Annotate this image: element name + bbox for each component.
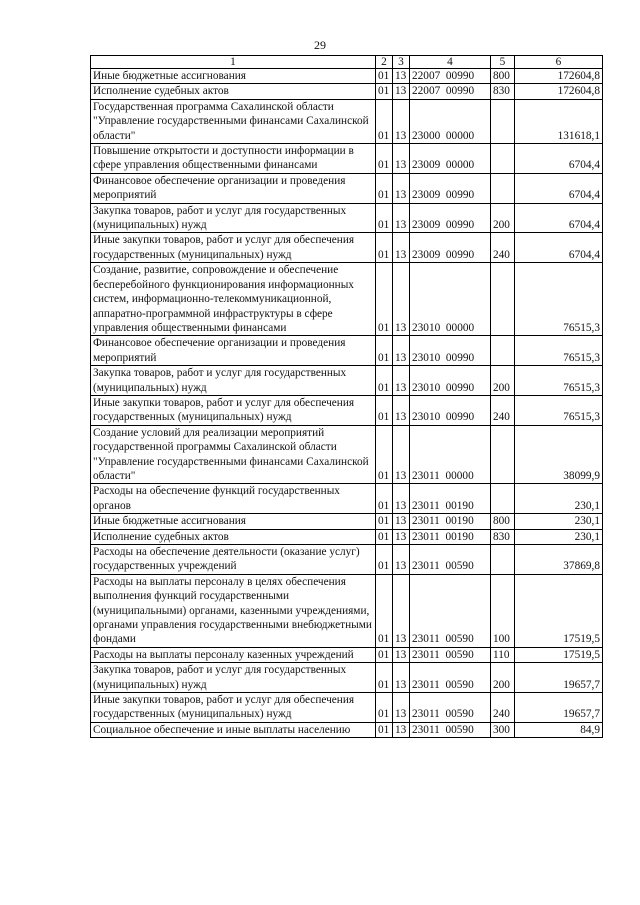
- table-row: [91, 336, 603, 366]
- target-article-code: 22007 00990: [410, 84, 491, 99]
- subsection-code: 13: [393, 484, 410, 514]
- section-code: 01: [376, 574, 393, 647]
- target-article-code: 23009 00000: [410, 144, 491, 174]
- subsection-code: 13: [393, 263, 410, 336]
- subsection-code: 13: [393, 173, 410, 203]
- item-name: Государственная программа Сахалинской области "Управление государственными финансами Сахалинской области": [91, 99, 376, 143]
- amount: 76515,3: [515, 366, 603, 396]
- target-article-code: 23009 00990: [410, 233, 491, 263]
- amount: 6704,4: [515, 144, 603, 174]
- target-article-code: 23011 00590: [410, 545, 491, 575]
- expense-type-code: 830: [491, 529, 515, 544]
- target-article-code: 22007 00990: [410, 69, 491, 84]
- amount: 230,1: [515, 514, 603, 529]
- header-col-3: 3: [393, 56, 410, 69]
- target-article-code: 23011 00190: [410, 529, 491, 544]
- expense-type-code: [491, 336, 515, 366]
- amount: 37869,8: [515, 545, 603, 575]
- expense-type-code: 800: [491, 69, 515, 84]
- table-row: [91, 233, 603, 263]
- expense-type-code: [491, 173, 515, 203]
- amount: 76515,3: [515, 263, 603, 336]
- section-code: 01: [376, 203, 393, 233]
- item-name: Расходы на выплаты персоналу в целях обеспечения выполнения функций государственными (муниципальными) органами, казенными учреждениями, органами управления государственными внебюджетными фондами: [91, 574, 376, 647]
- header-col-1: 1: [91, 56, 376, 69]
- table-header-row: [91, 56, 603, 69]
- subsection-code: 13: [393, 233, 410, 263]
- expense-type-code: 300: [491, 722, 515, 737]
- expense-type-code: 200: [491, 366, 515, 396]
- amount: 230,1: [515, 529, 603, 544]
- item-name: Расходы на обеспечение функций государственных органов: [91, 484, 376, 514]
- item-name: Иные бюджетные ассигнования: [91, 69, 376, 84]
- item-name: Исполнение судебных актов: [91, 529, 376, 544]
- target-article-code: 23011 00190: [410, 514, 491, 529]
- item-name: Создание условий для реализации мероприятий государственной программы Сахалинской области "Управление государственными финансами Сахалинской области": [91, 425, 376, 484]
- item-name: Закупка товаров, работ и услуг для государственных (муниципальных) нужд: [91, 366, 376, 396]
- amount: 17519,5: [515, 647, 603, 662]
- section-code: 01: [376, 663, 393, 693]
- target-article-code: 23011 00590: [410, 722, 491, 737]
- item-name: Расходы на обеспечение деятельности (оказание услуг) государственных учреждений: [91, 545, 376, 575]
- section-code: 01: [376, 545, 393, 575]
- table-row: [91, 203, 603, 233]
- table-row: [91, 69, 603, 84]
- target-article-code: 23011 00590: [410, 693, 491, 723]
- table-row: [91, 693, 603, 723]
- item-name: Повышение открытости и доступности информации в сфере управления общественными финансами: [91, 144, 376, 174]
- section-code: 01: [376, 84, 393, 99]
- table-row: [91, 263, 603, 336]
- amount: 230,1: [515, 484, 603, 514]
- section-code: 01: [376, 722, 393, 737]
- expense-type-code: [491, 263, 515, 336]
- item-name: Финансовое обеспечение организации и проведения мероприятий: [91, 336, 376, 366]
- table-row: [91, 484, 603, 514]
- section-code: 01: [376, 99, 393, 143]
- table-row: [91, 514, 603, 529]
- expense-type-code: 830: [491, 84, 515, 99]
- amount: 172604,8: [515, 84, 603, 99]
- table-body: [91, 69, 603, 738]
- target-article-code: 23010 00000: [410, 263, 491, 336]
- section-code: 01: [376, 173, 393, 203]
- item-name: Иные закупки товаров, работ и услуг для обеспечения государственных (муниципальных) нужд: [91, 693, 376, 723]
- amount: 6704,4: [515, 203, 603, 233]
- table-row: [91, 84, 603, 99]
- item-name: Иные закупки товаров, работ и услуг для обеспечения государственных (муниципальных) нужд: [91, 233, 376, 263]
- table-row: [91, 545, 603, 575]
- target-article-code: 23011 00000: [410, 425, 491, 484]
- header-col-5: 5: [491, 56, 515, 69]
- item-name: Создание, развитие, сопровождение и обеспечение бесперебойного функционирования информационных систем, информационно-телекоммуникационной, аппаратно-программной инфраструктуры в сфере управления общественными финансами: [91, 263, 376, 336]
- table-row: [91, 173, 603, 203]
- table-row: [91, 395, 603, 425]
- section-code: 01: [376, 395, 393, 425]
- expense-type-code: 240: [491, 233, 515, 263]
- target-article-code: 23011 00590: [410, 663, 491, 693]
- header-col-6: 6: [515, 56, 603, 69]
- amount: 76515,3: [515, 395, 603, 425]
- section-code: 01: [376, 484, 393, 514]
- amount: 131618,1: [515, 99, 603, 143]
- table-row: [91, 425, 603, 484]
- item-name: Социальное обеспечение и иные выплаты населению: [91, 722, 376, 737]
- table-row: [91, 144, 603, 174]
- item-name: Расходы на выплаты персоналу казенных учреждений: [91, 647, 376, 662]
- subsection-code: 13: [393, 425, 410, 484]
- section-code: 01: [376, 693, 393, 723]
- subsection-code: 13: [393, 336, 410, 366]
- header-col-4: 4: [410, 56, 491, 69]
- amount: 172604,8: [515, 69, 603, 84]
- expense-type-code: [491, 484, 515, 514]
- section-code: 01: [376, 144, 393, 174]
- section-code: 01: [376, 69, 393, 84]
- amount: 38099,9: [515, 425, 603, 484]
- subsection-code: 13: [393, 647, 410, 662]
- expense-type-code: 240: [491, 693, 515, 723]
- subsection-code: 13: [393, 722, 410, 737]
- page-number: 29: [314, 38, 326, 52]
- expense-type-code: 200: [491, 663, 515, 693]
- item-name: Закупка товаров, работ и услуг для государственных (муниципальных) нужд: [91, 203, 376, 233]
- subsection-code: 13: [393, 574, 410, 647]
- amount: 76515,3: [515, 336, 603, 366]
- subsection-code: 13: [393, 545, 410, 575]
- target-article-code: 23011 00590: [410, 574, 491, 647]
- table-row: [91, 366, 603, 396]
- target-article-code: 23010 00990: [410, 395, 491, 425]
- item-name: Иные бюджетные ассигнования: [91, 514, 376, 529]
- section-code: 01: [376, 263, 393, 336]
- expense-type-code: [491, 545, 515, 575]
- table-row: [91, 99, 603, 143]
- subsection-code: 13: [393, 203, 410, 233]
- amount: 19657,7: [515, 663, 603, 693]
- target-article-code: 23010 00990: [410, 366, 491, 396]
- subsection-code: 13: [393, 99, 410, 143]
- target-article-code: 23011 00190: [410, 484, 491, 514]
- subsection-code: 13: [393, 366, 410, 396]
- target-article-code: 23009 00990: [410, 173, 491, 203]
- expense-type-code: [491, 99, 515, 143]
- expense-type-code: 110: [491, 647, 515, 662]
- subsection-code: 13: [393, 529, 410, 544]
- section-code: 01: [376, 336, 393, 366]
- expense-type-code: 240: [491, 395, 515, 425]
- expense-type-code: 800: [491, 514, 515, 529]
- section-code: 01: [376, 647, 393, 662]
- amount: 84,9: [515, 722, 603, 737]
- subsection-code: 13: [393, 514, 410, 529]
- amount: 17519,5: [515, 574, 603, 647]
- section-code: 01: [376, 233, 393, 263]
- subsection-code: 13: [393, 663, 410, 693]
- table-row: [91, 529, 603, 544]
- section-code: 01: [376, 529, 393, 544]
- subsection-code: 13: [393, 84, 410, 99]
- target-article-code: 23010 00990: [410, 336, 491, 366]
- subsection-code: 13: [393, 693, 410, 723]
- section-code: 01: [376, 425, 393, 484]
- expense-type-code: [491, 144, 515, 174]
- section-code: 01: [376, 366, 393, 396]
- budget-table: [90, 55, 603, 738]
- header-col-2: 2: [376, 56, 393, 69]
- subsection-code: 13: [393, 69, 410, 84]
- subsection-code: 13: [393, 144, 410, 174]
- expense-type-code: 200: [491, 203, 515, 233]
- item-name: Исполнение судебных актов: [91, 84, 376, 99]
- table-row: [91, 722, 603, 737]
- target-article-code: 23000 00000: [410, 99, 491, 143]
- amount: 6704,4: [515, 233, 603, 263]
- table-row: [91, 647, 603, 662]
- expense-type-code: 100: [491, 574, 515, 647]
- table-row: [91, 663, 603, 693]
- target-article-code: 23009 00990: [410, 203, 491, 233]
- expense-type-code: [491, 425, 515, 484]
- item-name: Финансовое обеспечение организации и проведения мероприятий: [91, 173, 376, 203]
- target-article-code: 23011 00590: [410, 647, 491, 662]
- item-name: Иные закупки товаров, работ и услуг для обеспечения государственных (муниципальных) нужд: [91, 395, 376, 425]
- subsection-code: 13: [393, 395, 410, 425]
- amount: 6704,4: [515, 173, 603, 203]
- item-name: Закупка товаров, работ и услуг для государственных (муниципальных) нужд: [91, 663, 376, 693]
- amount: 19657,7: [515, 693, 603, 723]
- section-code: 01: [376, 514, 393, 529]
- table-row: [91, 574, 603, 647]
